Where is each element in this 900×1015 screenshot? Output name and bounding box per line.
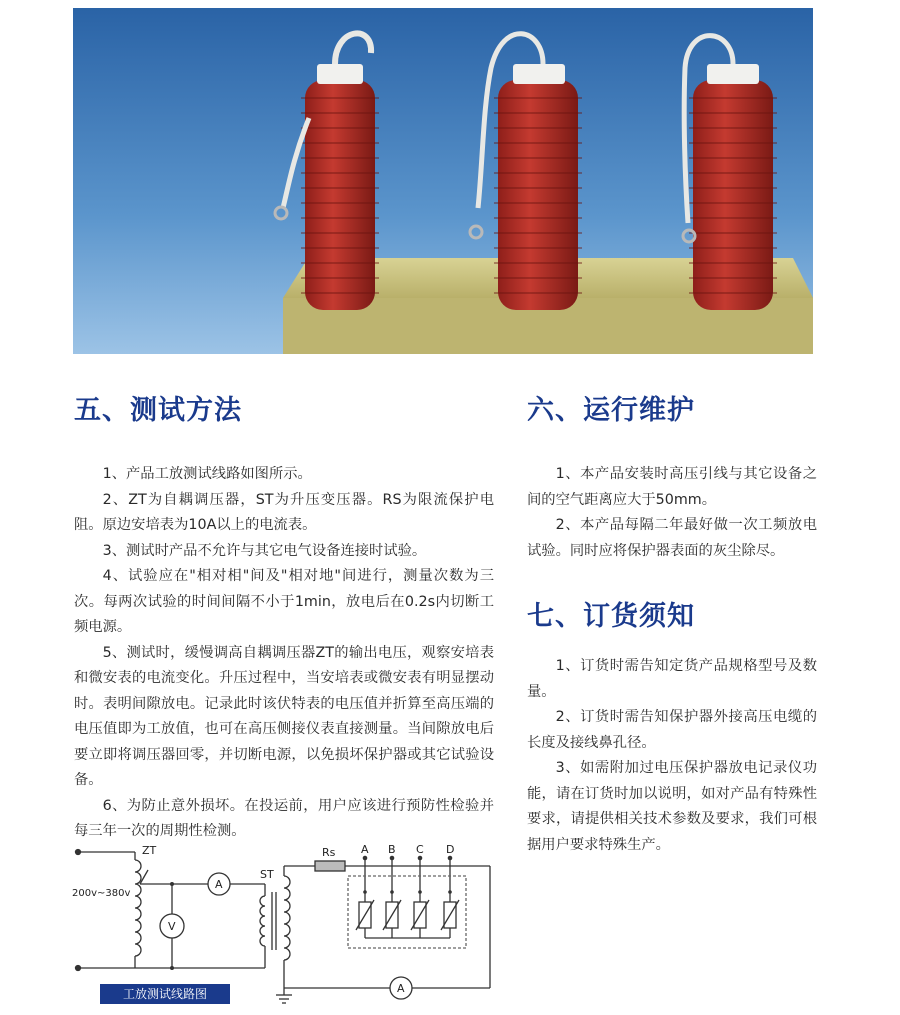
list-item: 2、订货时需告知保护器外接高压电缆的长度及接线鼻孔径。 bbox=[527, 709, 817, 751]
circuit-caption: 工放测试线路图 bbox=[100, 984, 230, 1004]
terminal-c-label: C bbox=[416, 843, 424, 856]
terminal-d-label: D bbox=[446, 843, 455, 856]
list-item: 1、产品工放测试线路如图所示。 bbox=[102, 466, 312, 482]
section-title: 六、运行维护 bbox=[527, 395, 695, 426]
st-label: ST bbox=[260, 868, 274, 881]
voltage-label: 200v~380v bbox=[72, 888, 131, 899]
product-photo bbox=[73, 8, 813, 354]
terminal-a-label: A bbox=[361, 843, 369, 856]
terminal-b-label: B bbox=[388, 843, 396, 856]
voltmeter-label: V bbox=[168, 920, 176, 933]
rs-label: Rs bbox=[322, 846, 336, 859]
list-item: 3、测试时产品不允许与其它电气设备连接时试验。 bbox=[102, 542, 427, 559]
list-item: 4、试验应在"相对相"间及"相对地"间进行，测量次数为三次。每两次试验的时间间隔不小于1min，放电后在0.2s内切断工频电源。 bbox=[74, 568, 494, 635]
microammeter-label: A bbox=[397, 982, 405, 995]
ammeter-label: A bbox=[215, 878, 223, 891]
list-item: 1、订货时需告知定货产品规格型号及数量。 bbox=[527, 658, 817, 700]
list-item: 5、测试时，缓慢调高自耦调压器ZT的输出电压，观察安培表和微安表的电流变化。升压过程中，当安培表或微安表有明显摆动时。表明间隙放电。记录此时该伏特表的电压值并折算至高压端的电压值即为工放值，也可在高压侧接仪表直接测量。当间隙放电后要立即将调压器回零，并切断电源，以免损坏保护器或其它试验设备。 bbox=[74, 644, 494, 788]
list-item: 2、ZT为自耦调压器，ST为升压变压器。RS为限流保护电阻。原边安培表为10A以上的电流表。 bbox=[74, 491, 494, 533]
zt-label: ZT bbox=[142, 844, 157, 857]
section-maintenance-ordering bbox=[527, 388, 817, 858]
section-title: 七、订货须知 bbox=[527, 601, 695, 632]
list-item: 6、为防止意外损坏。在投运前，用户应该进行预防性检验并每三年一次的周期性检测。 bbox=[74, 797, 494, 839]
list-item: 1、本产品安装时高压引线与其它设备之间的空气距离应大于50mm。 bbox=[527, 466, 817, 508]
list-item: 2、本产品每隔二年最好做一次工频放电试验。同时应将保护器表面的灰尘除尽。 bbox=[527, 517, 817, 559]
section-title: 五、测试方法 bbox=[74, 395, 242, 426]
list-item: 3、如需附加过电压保护器放电记录仪功能，请在订货时加以说明，如对产品有特殊性要求，请提供相关技术参数及要求，我们可根据用户要求特殊生产。 bbox=[527, 760, 817, 853]
section-test-method bbox=[74, 388, 494, 845]
